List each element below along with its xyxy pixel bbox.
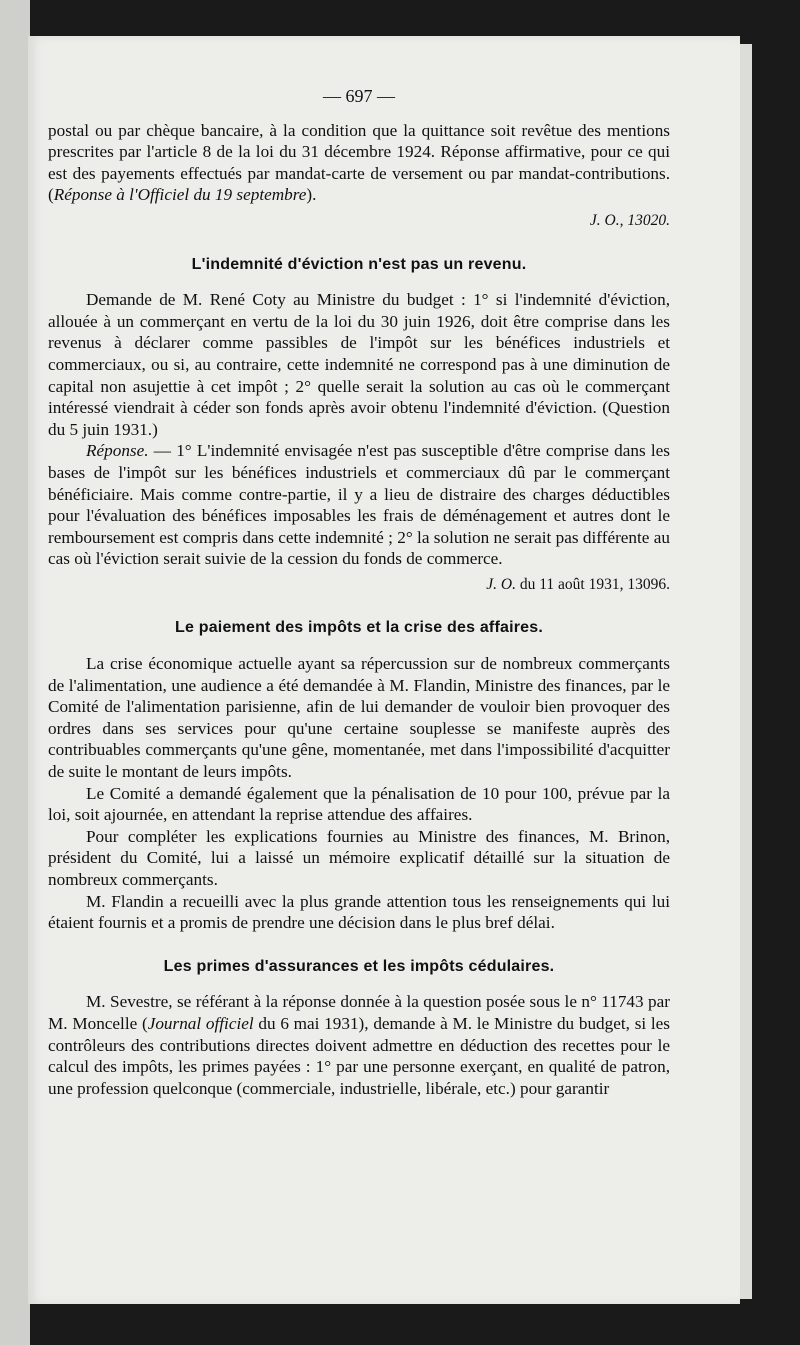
page-number: — 697 —	[323, 86, 395, 106]
answer-text: — 1° L'indemnité envisagée n'est pas susceptible d'être comprise dans les bases de l'impôt sur les bénéfices industriels et commerciaux dû par le commerçant bénéficiaire. Mais comme contre-partie, il y a lieu de distraire des charges déductibles pour l'évaluation des bénéfices imposables les frais de déménagement et autres dont le remboursement est compris dans cette indemnité ; 2° la solution ne serait pas différente au cas où l'éviction serait suivie de la cession du fonds de commerce.	[48, 441, 670, 569]
section2-paragraph-3: Pour compléter les explications fournies au Ministre des finances, M. Brinon, président du Comité, lui a laissé un mémoire explicatif détaillé sur la situation de nombreux commerçants.	[48, 826, 670, 889]
section3-text-1: M. Sevestre, se référant à la réponse donnée à la question posée sous le n° 11743 par M. Moncelle (	[48, 992, 670, 1033]
intro-source: J. O., 13020.	[589, 211, 670, 229]
section2-paragraph-1: La crise économique actuelle ayant sa répercussion sur de nombreux commerçants de l'alimentation, une audience a été demandée à M. Flandin, Ministre des finances, par le Comité de l'alimentation parisienne, afin de lui demander de vouloir bien provoquer des ordres dans ses services pour qu'une certaine souplesse se manifeste auprès des contribuables commerçants qu'une gêne, momentanée, met dans l'impossibilité d'acquitter de suite le montant de leurs impôts.	[48, 654, 670, 782]
intro-text-1: postal ou par chèque bancaire, à la condition que la quittance soit revêtue des mentions prescrites par l'article 8 de la loi du 31 décembre 1924. Réponse affirmative, pour ce qui est des payements effectués par mandat-carte de versement ou par mandat-contributions. (	[48, 120, 670, 205]
source-reference: du 11 août 1931, 13096.	[516, 575, 670, 593]
section1-source	[48, 574, 670, 596]
section3-text-italic: Journal officiel	[147, 1013, 254, 1033]
section2-title: Le paiement des impôts et la crise des affaires.	[175, 619, 543, 637]
book-spine-edge	[0, 0, 30, 1345]
section1-title: L'indemnité d'éviction n'est pas un revenu.	[191, 255, 527, 273]
intro-paragraph	[48, 120, 670, 206]
section3-paragraph	[48, 991, 670, 1099]
section2-paragraph-2: Le Comité a demandé également que la pénalisation de 10 pour 100, prévue par la loi, soit ajournée, en attendant la reprise attendue des affaires.	[48, 783, 670, 825]
answer-label: Réponse.	[86, 441, 149, 461]
section2-paragraph-4: M. Flandin a recueilli avec la plus grande attention tous les renseignements qui lui étaient fournis et a promis de prendre une décision dans le plus bref délai.	[48, 891, 670, 933]
section1-question: Demande de M. René Coty au Ministre du budget : 1° si l'indemnité d'éviction, allouée à un commerçant en vertu de la loi du 30 juin 1926, doit être comprise dans les revenus à déclarer comme passibles de l'impôt sur les bénéfices industriels et commerciaux, ou si, au contraire, cette indemnité ne correspond pas à une diminution de capital non asujettie à cet impôt ; 2° quelle serait la solution au cas où le commerçant intéressé viendrait à céder son fonds après avoir obtenu l'indemnité d'éviction. (Question du 5 juin 1931.)	[48, 290, 670, 439]
intro-text-italic: Réponse à l'Officiel du 19 septembre	[53, 185, 307, 205]
intro-text-2: ).	[306, 185, 317, 205]
page-content	[48, 86, 670, 1099]
document-page	[28, 36, 740, 1304]
section3-text-2: du 6 mai 1931), demande à M. le Ministre du budget, si les contrôleurs des contributions directes doivent admettre en déduction des recettes pour le calcul des impôts, les primes payées : 1° par une personne exerçant, en qualité de patron, une profession quelconque (commerciale, industrielle, libérale, etc.) pour garantir	[48, 1013, 670, 1098]
section3-title: Les primes d'assurances et les impôts cédulaires.	[163, 957, 555, 975]
page-edge-right	[738, 44, 752, 1299]
source-journal: J. O.	[486, 575, 516, 593]
section1-answer	[48, 440, 670, 570]
